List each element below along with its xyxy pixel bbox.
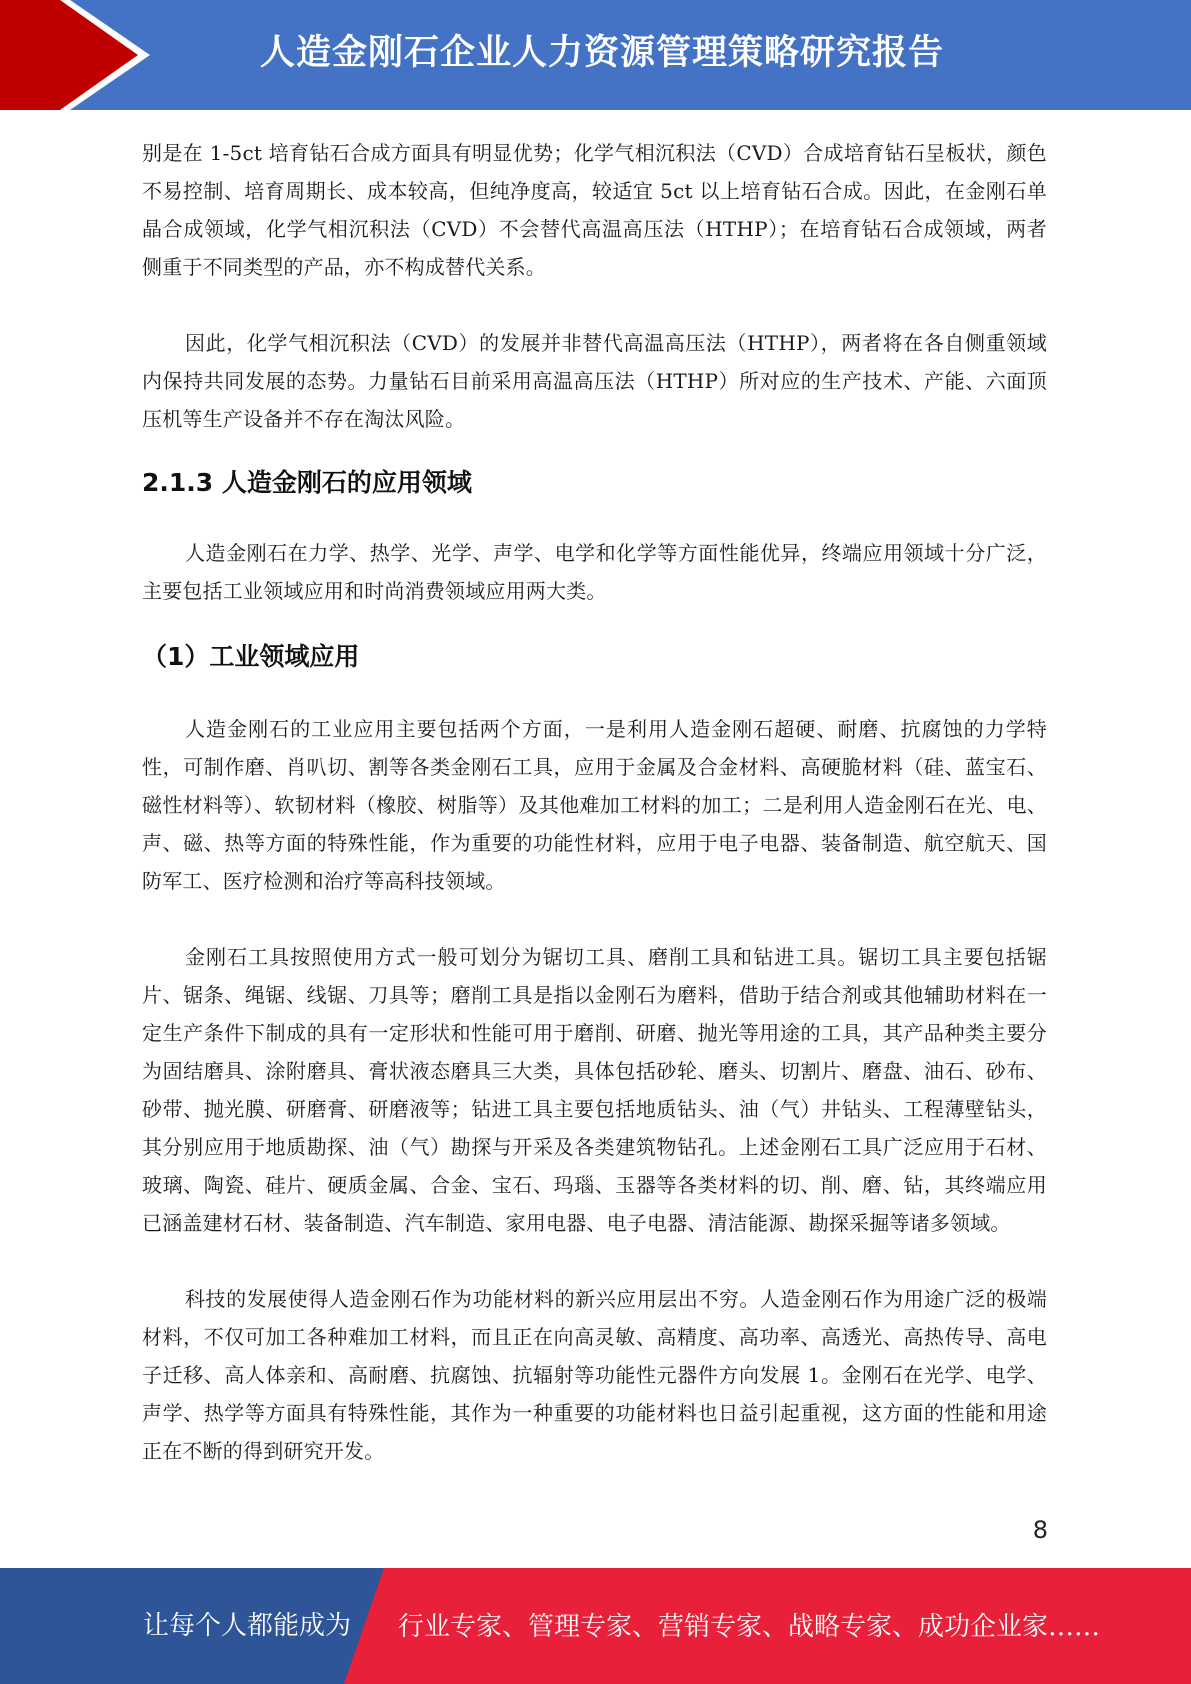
paragraph-functional-materials: 科技的发展使得人造金刚石作为功能材料的新兴应用层出不穷。人造金刚石作为用途广泛的极端材料，不仅可加工各种难加工材料，而且正在向高灵敏、高精度、高功率、高透光、高热传导、高电子迁移、高人体亲和、高耐磨、抗腐蚀、抗辐射等功能性元器件方向发展 1。金刚石在光学、电学、声学、热学等方面具有特殊性能，其作为一种重要的功能材料也日益引起重视，这方面的性能和用途正在不断的得到研究开发。 (142, 1287, 1047, 1463)
page-footer (0, 1568, 1191, 1684)
header-chevron-icon (0, 0, 160, 110)
section-heading-2-1-3: 2.1.3 人造金刚石的应用领域 (142, 468, 472, 497)
page-header (0, 0, 1191, 110)
paragraph-diamond-tools: 金刚石工具按照使用方式一般可划分为锯切工具、磨削工具和钻进工具。锯切工具主要包括锯片、锯条、绳锯、线锯、刀具等；磨削工具是指以金刚石为磨料，借助于结合剂或其他辅助材料在一定生产条件下制成的具有一定形状和性能可用于磨削、研磨、抛光等用途的工具，其产品种类主要分为固结磨具、涂附磨具、膏状液态磨具三大类，具体包括砂轮、磨头、切割片、磨盘、油石、砂布、砂带、抛光膜、研磨膏、研磨液等；钻进工具主要包括地质钻头、油（气）井钻头、工程薄壁钻头，其分别应用于地质勘探、油（气）勘探与开采及各类建筑物钻孔。上述金刚石工具广泛应用于石材、玻璃、陶瓷、硅片、硬质金属、合金、宝石、玛瑙、玉器等各类材料的切、削、磨、钻，其终端应用已涵盖建材石材、装备制造、汽车制造、家用电器、电子电器、清洁能源、勘探采掘等诸多领域。 (142, 945, 1047, 1235)
footer-slogan-right: 行业专家、管理专家、营销专家、战略专家、成功企业家…… (398, 1612, 1101, 1642)
paragraph-application-overview: 人造金刚石在力学、热学、光学、声学、电学和化学等方面性能优异，终端应用领域十分广泛，主要包括工业领域应用和时尚消费领域应用两大类。 (142, 541, 1047, 603)
subheading-industrial-application: （1）工业领域应用 (142, 642, 360, 671)
header-title: 人造金刚石企业人力资源管理策略研究报告 (260, 33, 945, 73)
paragraph-cvd-comparison: 别是在 1-5ct 培育钻石合成方面具有明显优势；化学气相沉积法（CVD）合成培育钻石呈板状，颜色不易控制、培育周期长、成本较高，但纯净度高，较适宜 5ct 以上培育钻石合成。因此，在金刚石单晶合成领域，化学气相沉积法（CVD）不会替代高温高压法（HTHP）；在培育钻石合成领域，两者侧重于不同类型的产品，亦不构成替代关系。 (142, 141, 1047, 279)
page-number: 8 (1032, 1516, 1048, 1544)
paragraph-industrial-uses: 人造金刚石的工业应用主要包括两个方面，一是利用人造金刚石超硬、耐磨、抗腐蚀的力学特性，可制作磨、肖叭切、割等各类金刚石工具，应用于金属及合金材料、高硬脆材料（硅、蓝宝石、磁性材料等）、软韧材料（橡胶、树脂等）及其他难加工材料的加工；二是利用人造金刚石在光、电、声、磁、热等方面的特殊性能，作为重要的功能性材料，应用于电子电器、装备制造、航空航天、国防军工、医疗检测和治疗等高科技领域。 (142, 717, 1047, 893)
paragraph-cvd-conclusion: 因此，化学气相沉积法（CVD）的发展并非替代高温高压法（HTHP），两者将在各自侧重领域内保持共同发展的态势。力量钻石目前采用高温高压法（HTHP）所对应的生产技术、产能、六面顶压机等生产设备并不存在淘汰风险。 (142, 331, 1047, 431)
document-body (142, 134, 1047, 1470)
footer-slogan-left: 让每个人都能成为 (143, 1611, 352, 1641)
